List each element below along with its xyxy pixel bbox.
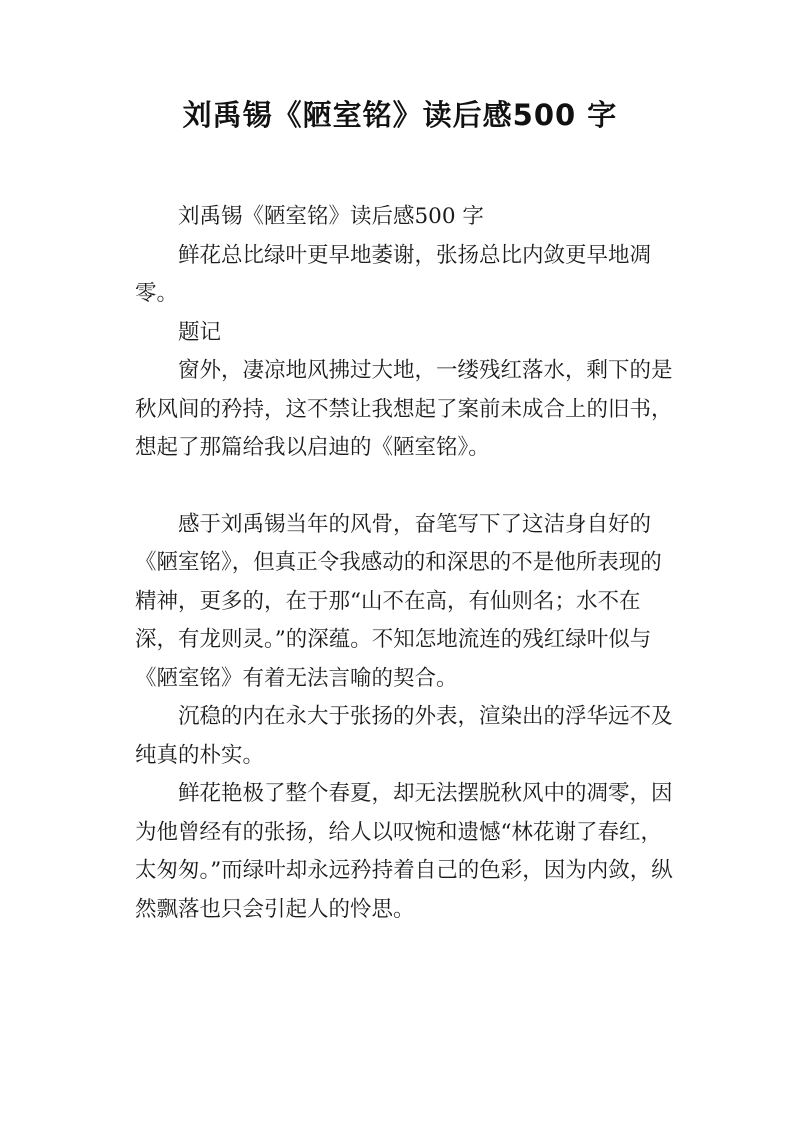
document-title: 刘禹锡《陋室铭》读后感500 字 (182, 98, 618, 132)
paragraph-heading-repeat: 刘禹锡《陋室铭》读后感500 字 (178, 204, 484, 229)
paragraph-flowers-leaves: 鲜花艳极了整个春夏，却无法摆脱秋风中的凋零，因为他曾经有的张扬，给人以叹惋和遗憾“林花谢了春红，太匆匆。”而绿叶却永远矜持着自己的色彩，因为内敛，纵然飘落也只会引起人的怜思。 (135, 781, 673, 922)
document-body (135, 198, 680, 929)
paragraph-reflection: 感于刘禹锡当年的风骨，奋笔写下了这洁身自好的《陋室铭》，但真正令我感动的和深思的不是他所表现的精神，更多的，在于那“山不在高，有仙则名；水不在深，有龙则灵。”的深蕴。不知怎地流连的残红绿叶似与《陋室铭》有着无法言喻的契合。 (135, 511, 662, 691)
paragraph-epigraph-label: 题记 (178, 319, 222, 345)
paragraph-epigraph: 鲜花总比绿叶更早地萎谢，张扬总比内敛更早地凋零。 (135, 242, 652, 306)
paragraph-contrast: 沉稳的内在永大于张扬的外表，渲染出的浮华远不及纯真的朴实。 (135, 704, 673, 768)
paragraph-intro: 窗外，凄凉地风拂过大地，一缕残红落水，剩下的是秋风间的矜持，这不禁让我想起了案前未成合上的旧书，想起了那篇给我以启迪的《陋室铭》。 (135, 358, 673, 460)
